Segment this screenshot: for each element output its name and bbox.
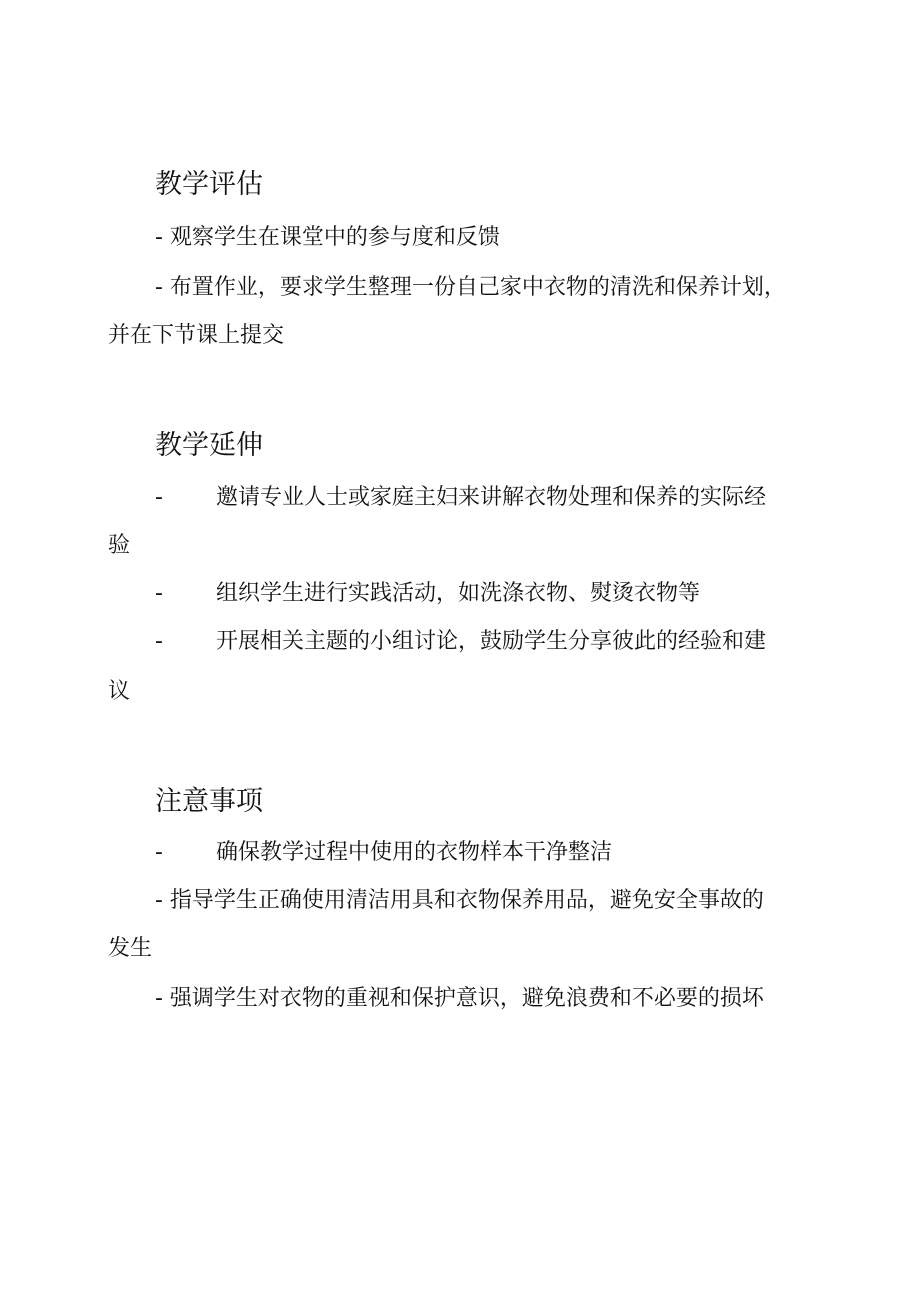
section-heading-notes: 注意事项 <box>155 786 263 817</box>
list-item-continuation: 验 <box>108 533 131 558</box>
list-item-continuation: 并在下节课上提交 <box>108 323 285 348</box>
list-item: - 观察学生在课堂中的参与度和反馈 <box>155 225 500 250</box>
list-bullet-dash: - <box>155 840 163 865</box>
list-bullet-dash: - <box>155 629 163 654</box>
list-item: - 布置作业，要求学生整理一份自己家中衣物的清洗和保养计划， <box>155 275 786 300</box>
list-bullet-dash: - <box>155 485 163 510</box>
list-item: 确保教学过程中使用的衣物样本干净整洁 <box>216 840 613 865</box>
list-item: - 强调学生对衣物的重视和保护意识，避免浪费和不必要的损坏 <box>155 986 764 1011</box>
list-item: - 指导学生正确使用清洁用具和衣物保养用品，避免安全事故的 <box>155 888 764 913</box>
section-heading-teaching-extension: 教学延伸 <box>155 430 263 461</box>
list-item: 邀请专业人士或家庭主妇来讲解衣物处理和保养的实际经 <box>216 485 767 510</box>
list-bullet-dash: - <box>155 581 163 606</box>
list-item: 组织学生进行实践活动，如洗涤衣物、熨烫衣物等 <box>216 581 701 606</box>
list-item: 开展相关主题的小组讨论，鼓励学生分享彼此的经验和建 <box>216 629 767 654</box>
list-item-continuation: 议 <box>108 679 131 704</box>
section-heading-teaching-evaluation: 教学评估 <box>155 169 263 200</box>
list-item-continuation: 发生 <box>108 936 153 961</box>
